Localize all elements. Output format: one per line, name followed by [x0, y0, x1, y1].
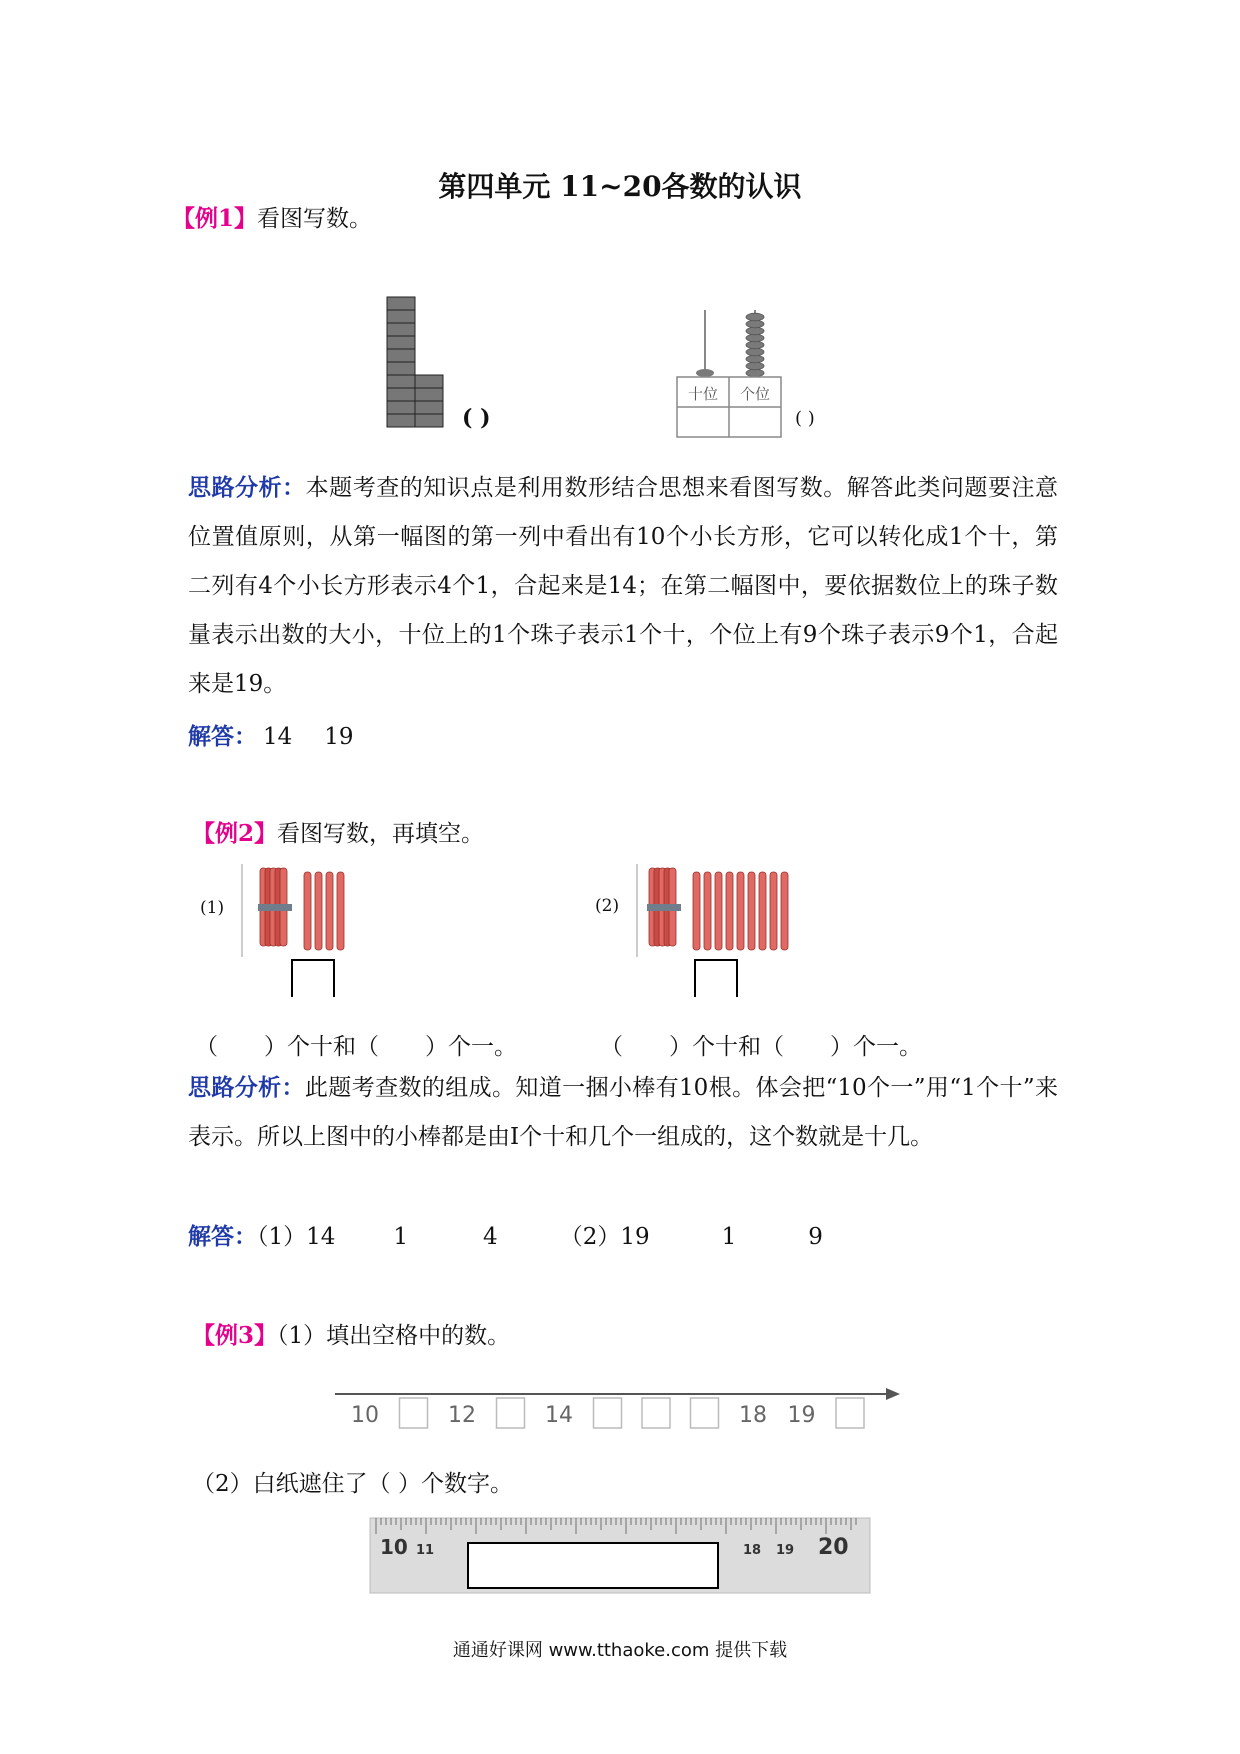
- example3-heading: [192, 1317, 510, 1350]
- stick-bundle: [647, 868, 681, 946]
- ruler-label: 11: [416, 1543, 435, 1558]
- blank-box: [400, 1398, 428, 1428]
- loose-stick: [693, 872, 700, 950]
- tens-block: [387, 297, 415, 310]
- answer-box-2: [695, 960, 737, 997]
- tens-block: [387, 349, 415, 362]
- answer-value-1: （1）14: [257, 1224, 336, 1250]
- ones-bead: [746, 334, 764, 342]
- white-paper-cover: [468, 1543, 718, 1588]
- number-label: 19: [787, 1403, 816, 1428]
- blank-box: [594, 1398, 622, 1428]
- loose-stick: [315, 872, 322, 950]
- ruler-label: 10: [380, 1535, 408, 1559]
- loose-stick: [304, 872, 311, 950]
- blank-box: [497, 1398, 525, 1428]
- answer-value-2: 19: [324, 724, 354, 750]
- number-label: 10: [351, 1403, 379, 1428]
- sticks-figure-1: [240, 862, 440, 997]
- loose-stick: [737, 872, 744, 950]
- example1-heading: [172, 200, 372, 233]
- example2-answer: [188, 1218, 823, 1251]
- tens-block: [387, 310, 415, 323]
- sticks-figure-2: [635, 862, 825, 997]
- example2-tag: 【例2】: [192, 820, 278, 847]
- blank-box: [642, 1398, 670, 1428]
- loose-stick: [770, 872, 777, 950]
- loose-stick: [726, 872, 733, 950]
- fill-line-2: （ ）个十和（ ）个一。: [600, 1034, 922, 1060]
- analysis-text: 本题考查的知识点是利用数形结合思想来看图写数。解答此类问题要注意位置值原则，从第一幅图的第一列中看出有10个小长方形，它可以转化成1个十，第二列有4个小长方形表示4个1，合起来是14；在第二幅图中，要依据数位上的珠子数量表示出数的大小，十位上的1个珠子表示1个十，个位上有9个珠子表示9个1，合起来是19。: [188, 475, 1059, 697]
- ones-bead: [746, 355, 764, 363]
- tens-block: [387, 323, 415, 336]
- loose-stick: [781, 872, 788, 950]
- loose-stick: [759, 872, 766, 950]
- loose-sticks: [693, 872, 788, 950]
- figure-label-2: (2): [595, 896, 620, 916]
- example3-tag: 【例3】: [192, 1322, 278, 1349]
- fill-line-1: （ ）个十和（ ）个一。: [195, 1034, 517, 1060]
- ruler-figure: [368, 1510, 873, 1595]
- tens-bead: [696, 369, 714, 377]
- ones-bead: [746, 369, 764, 377]
- ones-block: [415, 401, 443, 414]
- loose-sticks: [304, 872, 344, 950]
- loose-stick: [715, 872, 722, 950]
- ruler-label: 19: [776, 1543, 795, 1558]
- figure-label-1: (1): [200, 898, 225, 918]
- tens-block: [387, 401, 415, 414]
- ones-block: [415, 388, 443, 401]
- example3-prompt1: （1）填出空格中的数。: [277, 1323, 511, 1349]
- example1-analysis: [188, 463, 1058, 709]
- blank-box: [836, 1398, 864, 1428]
- ones-column: [415, 375, 443, 427]
- arrow-head-icon: [886, 1388, 900, 1400]
- ones-header: 个位: [739, 385, 771, 403]
- loose-stick: [337, 872, 344, 950]
- bundle-band: [647, 904, 681, 911]
- answer-value-3: 4: [483, 1224, 498, 1250]
- ones-block: [415, 375, 443, 388]
- ones-bead: [746, 320, 764, 328]
- loose-stick: [748, 872, 755, 950]
- answer-paren-2: ( ): [795, 408, 815, 429]
- footer-text: 通通好课网 www.tthaoke.com 提供下载: [452, 1640, 788, 1661]
- ruler-label: 20: [818, 1535, 849, 1560]
- tens-block: [387, 375, 415, 388]
- analysis-label: 思路分析：: [188, 474, 306, 501]
- tens-block: [387, 362, 415, 375]
- tens-block: [387, 336, 415, 349]
- number-label: 12: [448, 1403, 476, 1428]
- answer-value-6: 9: [808, 1224, 823, 1250]
- block-figure: [385, 295, 455, 430]
- number-line: [330, 1370, 910, 1440]
- blank-box: [691, 1398, 719, 1428]
- ones-bead: [746, 327, 764, 335]
- ones-bead: [746, 313, 764, 321]
- loose-stick: [704, 872, 711, 950]
- example1-tag: 【例1】: [172, 205, 258, 232]
- ones-bead: [746, 362, 764, 370]
- analysis-text: 此题考查数的组成。知道一捆小棒有10根。体会把“10个一”用“1个十”来表示。所以上图中的小棒都是由I个十和几个一组成的，这个数就是十几。: [188, 1075, 1059, 1150]
- answer-label: 解答：: [188, 723, 257, 750]
- number-label: 18: [739, 1403, 767, 1428]
- answer-value-5: 1: [721, 1224, 737, 1250]
- tens-block: [387, 414, 415, 427]
- answer-value-4: （2）19: [559, 1224, 650, 1250]
- ones-block: [415, 414, 443, 427]
- tens-header: 十位: [687, 385, 719, 403]
- example1-answer: [188, 718, 354, 751]
- answer-label: 解答：: [188, 1223, 257, 1250]
- example2-prompt: 看图写数，再填空。: [277, 821, 485, 847]
- abacus-figure: [675, 305, 785, 440]
- tens-block: [387, 388, 415, 401]
- stick-bundle: [258, 868, 292, 946]
- answer-value-2: 1: [393, 1224, 409, 1250]
- ones-bead: [746, 341, 764, 349]
- tens-column: [387, 297, 415, 427]
- ones-bead: [746, 348, 764, 356]
- ones-beads: [746, 313, 764, 377]
- page-title: 第四单元 11~20各数的认识: [438, 170, 802, 203]
- example3-prompt2: （2）白纸遮住了（ ）个数字。: [192, 1471, 513, 1497]
- answer-box-1: [292, 960, 334, 997]
- answer-value-1: 14: [263, 724, 293, 750]
- ruler-label: 18: [743, 1543, 762, 1558]
- loose-stick: [326, 872, 333, 950]
- number-label: 14: [545, 1403, 573, 1428]
- example1-prompt: 看图写数。: [257, 206, 373, 232]
- example2-analysis: [188, 1063, 1058, 1162]
- answer-paren-1: ( ): [462, 405, 491, 431]
- bundle-band: [258, 904, 292, 911]
- analysis-label: 思路分析：: [188, 1074, 305, 1101]
- example2-heading: [192, 815, 484, 848]
